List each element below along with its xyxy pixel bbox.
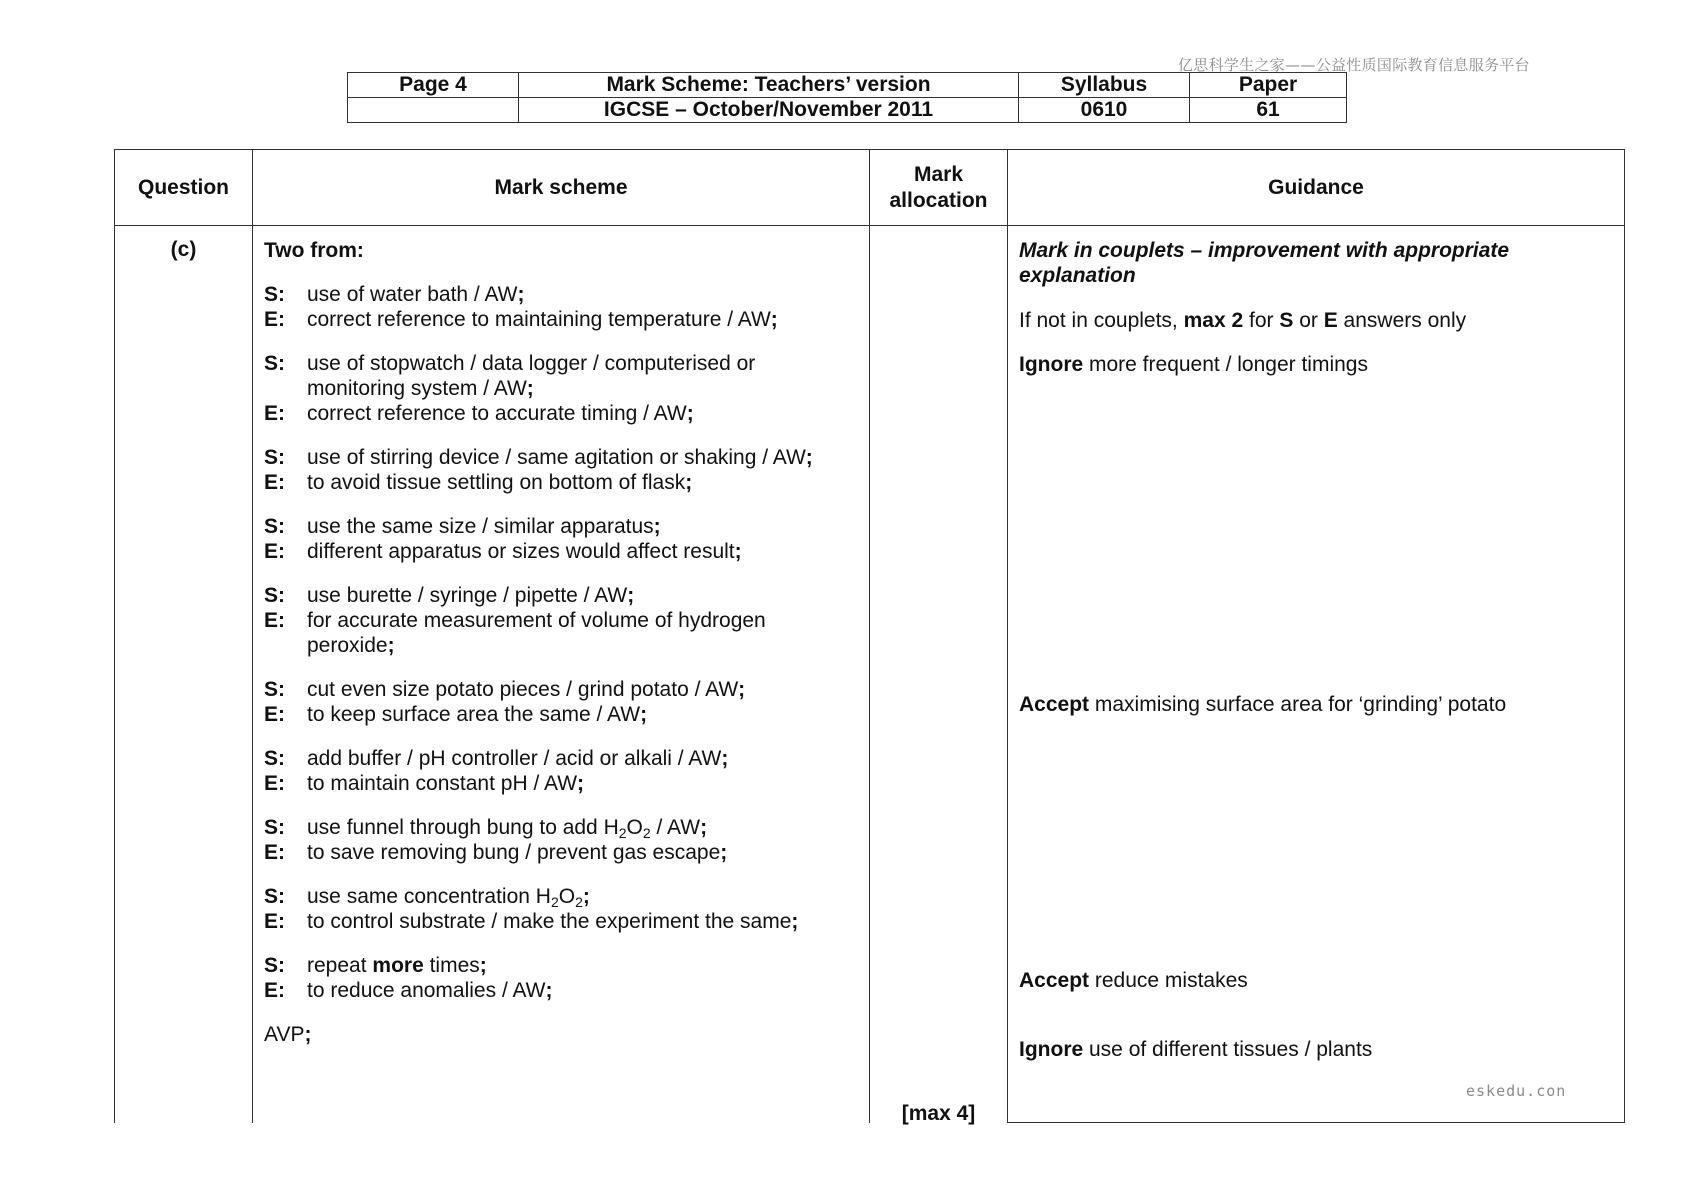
e-text: to keep surface area the same / AW; (307, 703, 648, 726)
exam-session: IGCSE – October/November 2011 (519, 98, 1019, 123)
s-label: S: (264, 678, 285, 701)
col-mark-allocation (870, 150, 1008, 226)
couplet (264, 583, 859, 658)
e-label: E: (264, 471, 285, 494)
e-text: different apparatus or sizes would affect result; (307, 540, 742, 563)
s-text: use burette / syringe / pipette / AW; (307, 584, 635, 607)
e-label: E: (264, 540, 285, 563)
e-label: E: (264, 910, 285, 933)
syllabus-label: Syllabus (1019, 73, 1190, 98)
watermark-bottom: eskedu.con (1466, 1082, 1567, 1100)
guidance-accept-surface-area: Accept maximising surface area for ‘grinding’ potato (1019, 693, 1507, 716)
e-text: correct reference to accurate timing / AW; (307, 402, 694, 425)
s-label: S: (264, 352, 285, 375)
e-label: E: (264, 979, 285, 1002)
guidance-couplets: Mark in couplets – improvement with appropriate explanation (1019, 239, 1510, 287)
couplet (264, 514, 859, 564)
e-text: to reduce anomalies / AW; (307, 979, 553, 1002)
couplet (264, 815, 859, 865)
e-text: to control substrate / make the experiment the same; (307, 910, 799, 933)
syllabus-code: 0610 (1019, 98, 1190, 123)
mark-scheme-table (114, 149, 1625, 1123)
watermark-top: 亿思科学生之家——公益性质国际教育信息服务平台 (1178, 56, 1530, 74)
col-mark-allocation-line2: allocation (889, 188, 988, 212)
avp-line: AVP; (264, 1023, 312, 1046)
couplet (264, 282, 859, 332)
mark-scheme-cell (253, 226, 870, 1123)
e-label: E: (264, 772, 285, 795)
s-label: S: (264, 515, 285, 538)
s-label: S: (264, 816, 285, 839)
max-mark: [max 4] (901, 1102, 976, 1125)
couplet (264, 677, 859, 727)
e-label: E: (264, 402, 285, 425)
s-label: S: (264, 283, 285, 306)
col-mark-allocation-line1: Mark (913, 162, 964, 186)
page-number: Page 4 (348, 73, 519, 98)
mark-allocation-cell (870, 226, 1008, 1123)
guidance-cell (1008, 226, 1625, 1123)
e-text: to save removing bung / prevent gas escape; (307, 841, 728, 864)
col-guidance: Guidance (1008, 150, 1625, 226)
guidance-accept-mistakes: Accept reduce mistakes (1019, 969, 1248, 992)
paper-number: 61 (1190, 98, 1347, 123)
s-text: use of stopwatch / data logger / computerised or monitoring system / AW; (307, 352, 756, 400)
guidance-ignore-tissues: Ignore use of different tissues / plants (1019, 1038, 1373, 1061)
s-text: use the same size / similar apparatus; (307, 515, 661, 538)
intro-text: Two from: (264, 239, 364, 262)
e-text: correct reference to maintaining temperature / AW; (307, 308, 778, 331)
s-label: S: (264, 747, 285, 770)
s-label: S: (264, 446, 285, 469)
e-label: E: (264, 609, 285, 632)
couplet (264, 445, 859, 495)
s-text: use of stirring device / same agitation or shaking / AW; (307, 446, 813, 469)
e-label: E: (264, 308, 285, 331)
s-text: use same concentration $H_2O_2$; (307, 885, 590, 910)
e-text: to maintain constant pH / AW; (307, 772, 585, 795)
guidance-ignore-timings: Ignore more frequent / longer timings (1019, 353, 1368, 376)
scheme-title: Mark Scheme: Teachers’ version (519, 73, 1019, 98)
e-label: E: (264, 841, 285, 864)
s-text: repeat more times; (307, 954, 487, 977)
header-table (347, 72, 1347, 123)
s-label: S: (264, 954, 285, 977)
e-text: for accurate measurement of volume of hydrogen peroxide; (307, 609, 766, 657)
question-id: (c) (115, 226, 253, 1123)
s-text: use funnel through bung to add $H_2O_2$ / AW; (307, 816, 708, 841)
s-text: add buffer / pH controller / acid or alkali / AW; (307, 747, 729, 770)
couplet (264, 953, 859, 1003)
s-label: S: (264, 584, 285, 607)
e-label: E: (264, 703, 285, 726)
couplet (264, 351, 859, 426)
s-text: cut even size potato pieces / grind potato / AW; (307, 678, 746, 701)
paper-label: Paper (1190, 73, 1347, 98)
couplet (264, 746, 859, 796)
s-label: S: (264, 885, 285, 908)
s-text: use of water bath / AW; (307, 283, 525, 306)
e-text: to avoid tissue settling on bottom of flask; (307, 471, 693, 494)
col-question: Question (115, 150, 253, 226)
col-mark-scheme: Mark scheme (253, 150, 870, 226)
couplet (264, 884, 859, 934)
empty-cell (348, 98, 519, 123)
guidance-max2: If not in couplets, max 2 for S or E answers only (1019, 309, 1467, 332)
